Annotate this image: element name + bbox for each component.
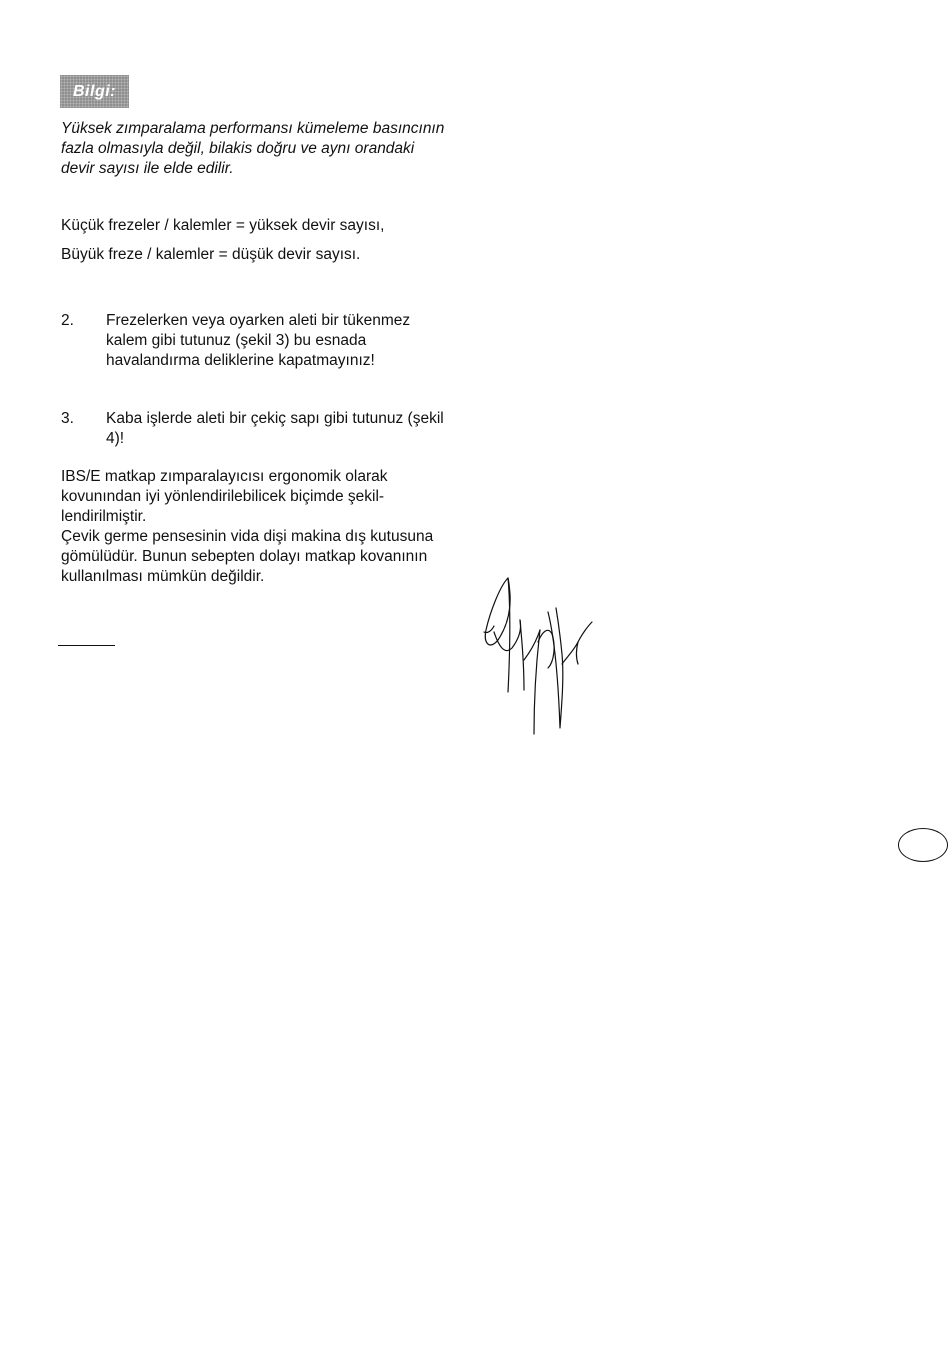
- info-note: Yüksek zımparalama performansı kümeleme basıncının fazla olmasıyla değil, bilakis doğru ve aynı orandaki devir sayısı ile elde edilir.: [61, 120, 445, 177]
- chuck-paragraph: Çevik germe pensesinin vida dişi makina dış kutusuna gömülüdür. Bunun sebepten dolayı matkap kovanının kullanılması mümkün değildir.: [61, 528, 434, 585]
- language-badge: [898, 828, 948, 862]
- rule-small-tools: Küçük frezeler / kalemler = yüksek devir sayısı,: [61, 217, 385, 234]
- footnote-rule: [58, 645, 115, 646]
- rule-large-tools: Büyük freze / kalemler = düşük devir sayısı.: [61, 246, 361, 263]
- step-text: Kaba işlerde aleti bir çekiç sapı gibi tutunuz (şekil 4)!: [106, 410, 444, 447]
- step-number: 3.: [61, 410, 74, 427]
- ergonomics-paragraph: IBS/E matkap zımparalayıcısı ergonomik olarak kovunından iyi yönlendirilebilicek biçimde şekil-lendirilmiştir.: [61, 468, 388, 525]
- signature: [478, 572, 598, 742]
- info-label: Bilgi:: [60, 75, 129, 108]
- step-text: Frezelerken veya oyarken aleti bir tükenmez kalem gibi tutunuz (şekil 3) bu esnada havalandırma deliklerine kapatmayınız!: [106, 312, 411, 369]
- step-number: 2.: [61, 312, 74, 329]
